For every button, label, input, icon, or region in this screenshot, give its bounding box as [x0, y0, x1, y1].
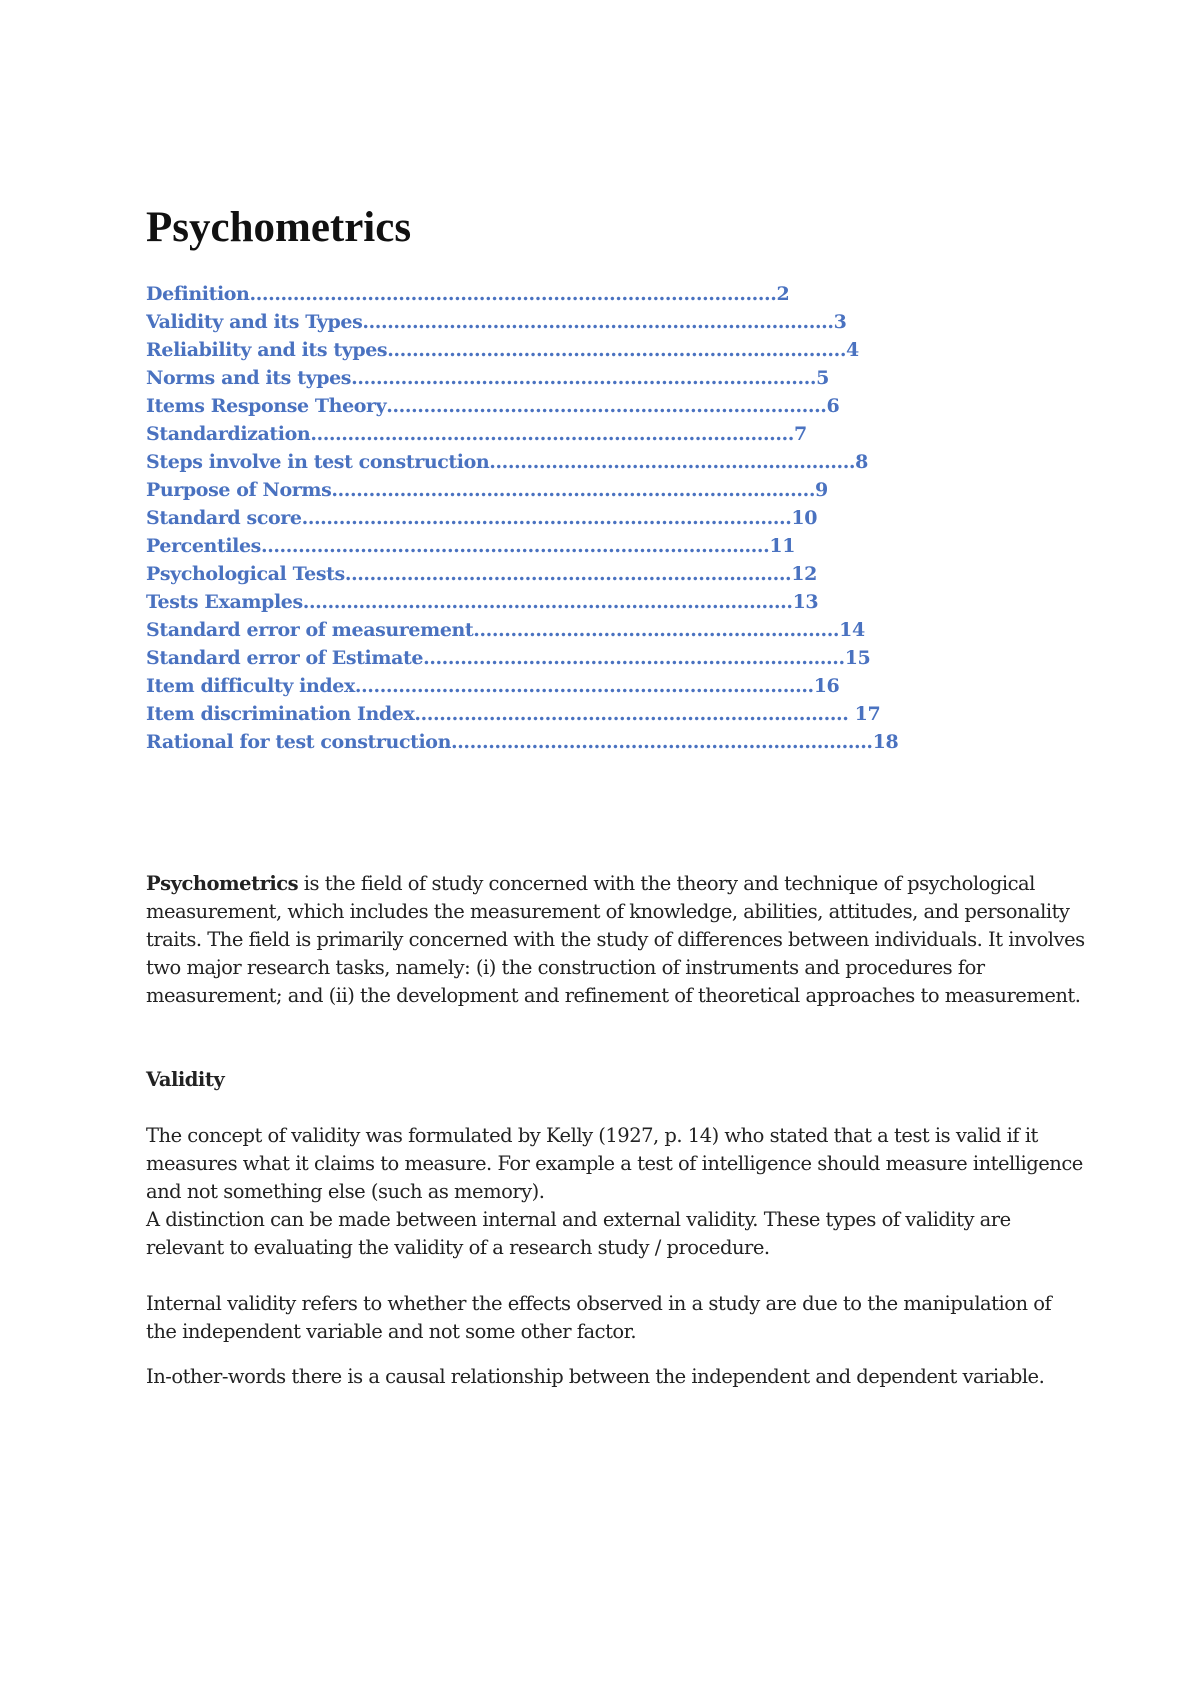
toc-page: .10 [785, 507, 818, 529]
intro-paragraph [146, 870, 1086, 1010]
toc-label: Standardization [146, 423, 311, 445]
toc-label: Standard error of measurement [146, 619, 474, 641]
toc-page: .2 [770, 283, 790, 305]
toc-label: Psychological Tests [146, 563, 345, 585]
toc-entry[interactable] [146, 700, 956, 728]
toc-page: ...12 [772, 563, 817, 585]
table-of-contents [146, 280, 956, 756]
toc-entry[interactable] [146, 392, 956, 420]
toc-entry[interactable] [146, 588, 956, 616]
toc-entry[interactable] [146, 616, 956, 644]
toc-entry[interactable] [146, 420, 956, 448]
toc-leader: ………………………………………………………………… [351, 367, 817, 389]
toc-leader: ……………………………………………………………… [354, 675, 802, 697]
toc-page: .13 [786, 591, 819, 613]
toc-leader: …………………………………………………………… [344, 563, 773, 585]
toc-entry[interactable] [146, 560, 956, 588]
toc-leader: …………………………………………………………… [386, 395, 815, 417]
validity-para4: In-other-words there is a causal relationship between the independent and dependent variable. [146, 1365, 1045, 1388]
toc-label: Tests Examples [146, 591, 303, 613]
toc-entry[interactable] [146, 336, 956, 364]
toc-label: Item discrimination Index [146, 703, 415, 725]
toc-label: Purpose of Norms [146, 479, 332, 501]
validity-paragraph-4 [146, 1363, 1086, 1391]
toc-page: ..14 [826, 619, 865, 641]
toc-entry[interactable] [146, 448, 956, 476]
validity-para3: Internal validity refers to whether the effects observed in a study are due to the manipulation of the independent variable and not some other factor. [146, 1292, 1052, 1343]
toc-entry[interactable] [146, 672, 956, 700]
toc-leader: ………………………………………………………… [451, 731, 861, 753]
toc-leader: ……………………………………………………………… [387, 339, 834, 361]
toc-entry[interactable] [146, 364, 956, 392]
toc-entry[interactable] [146, 280, 956, 308]
toc-leader: …………………………………………………………………… [310, 423, 794, 445]
toc-page: ..6 [814, 395, 840, 417]
toc-entry[interactable] [146, 728, 956, 756]
toc-entry[interactable] [146, 308, 956, 336]
toc-leader: ………………………………………………………………… [362, 311, 828, 333]
toc-leader: ………………………………………………………………………… [249, 283, 771, 305]
toc-page: ..16 [801, 675, 840, 697]
intro-term: Psychometrics [146, 872, 299, 895]
validity-paragraph-3 [146, 1290, 1086, 1346]
toc-leader: ………………………………………………………… [423, 647, 833, 669]
toc-page: .3 [827, 311, 847, 333]
intro-text: is the field of study concerned with the theory and technique of psychological measurement, which includes the measurement of knowledge, abilities, attitudes, and personality traits. The field is primarily concerned with the study of differences between individuals. It involves two major research tasks, namely: (i) the construction of instruments and procedures for measurement; and (ii) the development and refinement of theoretical approaches to measurement. [146, 872, 1085, 1007]
toc-page: ..18 [860, 731, 899, 753]
page-title: Psychometrics [146, 204, 412, 251]
validity-heading-block [146, 1066, 1086, 1094]
toc-page: ..8 [842, 451, 868, 473]
toc-page: ..15 [832, 647, 871, 669]
toc-label: Steps involve in test construction [146, 451, 490, 473]
toc-leader: ………………………………………………… [473, 619, 827, 641]
toc-label: Percentiles [146, 535, 261, 557]
toc-leader: ……………………………………………………………………… [260, 535, 764, 557]
toc-entry[interactable] [146, 476, 956, 504]
toc-label: Standard score [146, 507, 302, 529]
toc-label: Validity and its Types [146, 311, 363, 333]
toc-leader: …………………………………………………………………… [302, 591, 787, 613]
toc-leader: …………………………………………………………… [414, 703, 843, 725]
toc-page: ...9 [796, 479, 828, 501]
toc-label: Reliability and its types [146, 339, 388, 361]
toc-label: Norms and its types [146, 367, 352, 389]
toc-entry[interactable] [146, 644, 956, 672]
toc-entry[interactable] [146, 504, 956, 532]
toc-leader: …………………………………………………………………… [301, 507, 786, 529]
toc-page: . 17 [842, 703, 881, 725]
toc-page: ..4 [833, 339, 859, 361]
validity-heading: Validity [146, 1068, 225, 1091]
toc-page: 7 [793, 423, 807, 445]
validity-para1: The concept of validity was formulated by Kelly (1927, p. 14) who stated that a test is valid if it measures what it claims to measure. For example a test of intelligence should measure intelligence and not something else (such as memory). [146, 1124, 1083, 1203]
validity-paragraph-1 [146, 1122, 1086, 1262]
toc-label: Definition [146, 283, 250, 305]
toc-label: Rational for test construction [146, 731, 451, 753]
toc-leader: ………………………………………………………………… [331, 479, 797, 501]
validity-para2: A distinction can be made between internal and external validity. These types of validity are relevant to evaluating the validity of a research study / procedure. [146, 1208, 1011, 1259]
toc-label: Item difficulty index [146, 675, 355, 697]
toc-leader: ………………………………………………… [489, 451, 843, 473]
toc-page: .11 [763, 535, 796, 557]
toc-page: 5 [816, 367, 829, 389]
toc-entry[interactable] [146, 532, 956, 560]
toc-label: Items Response Theory [146, 395, 387, 417]
toc-label: Standard error of Estimate [146, 647, 424, 669]
